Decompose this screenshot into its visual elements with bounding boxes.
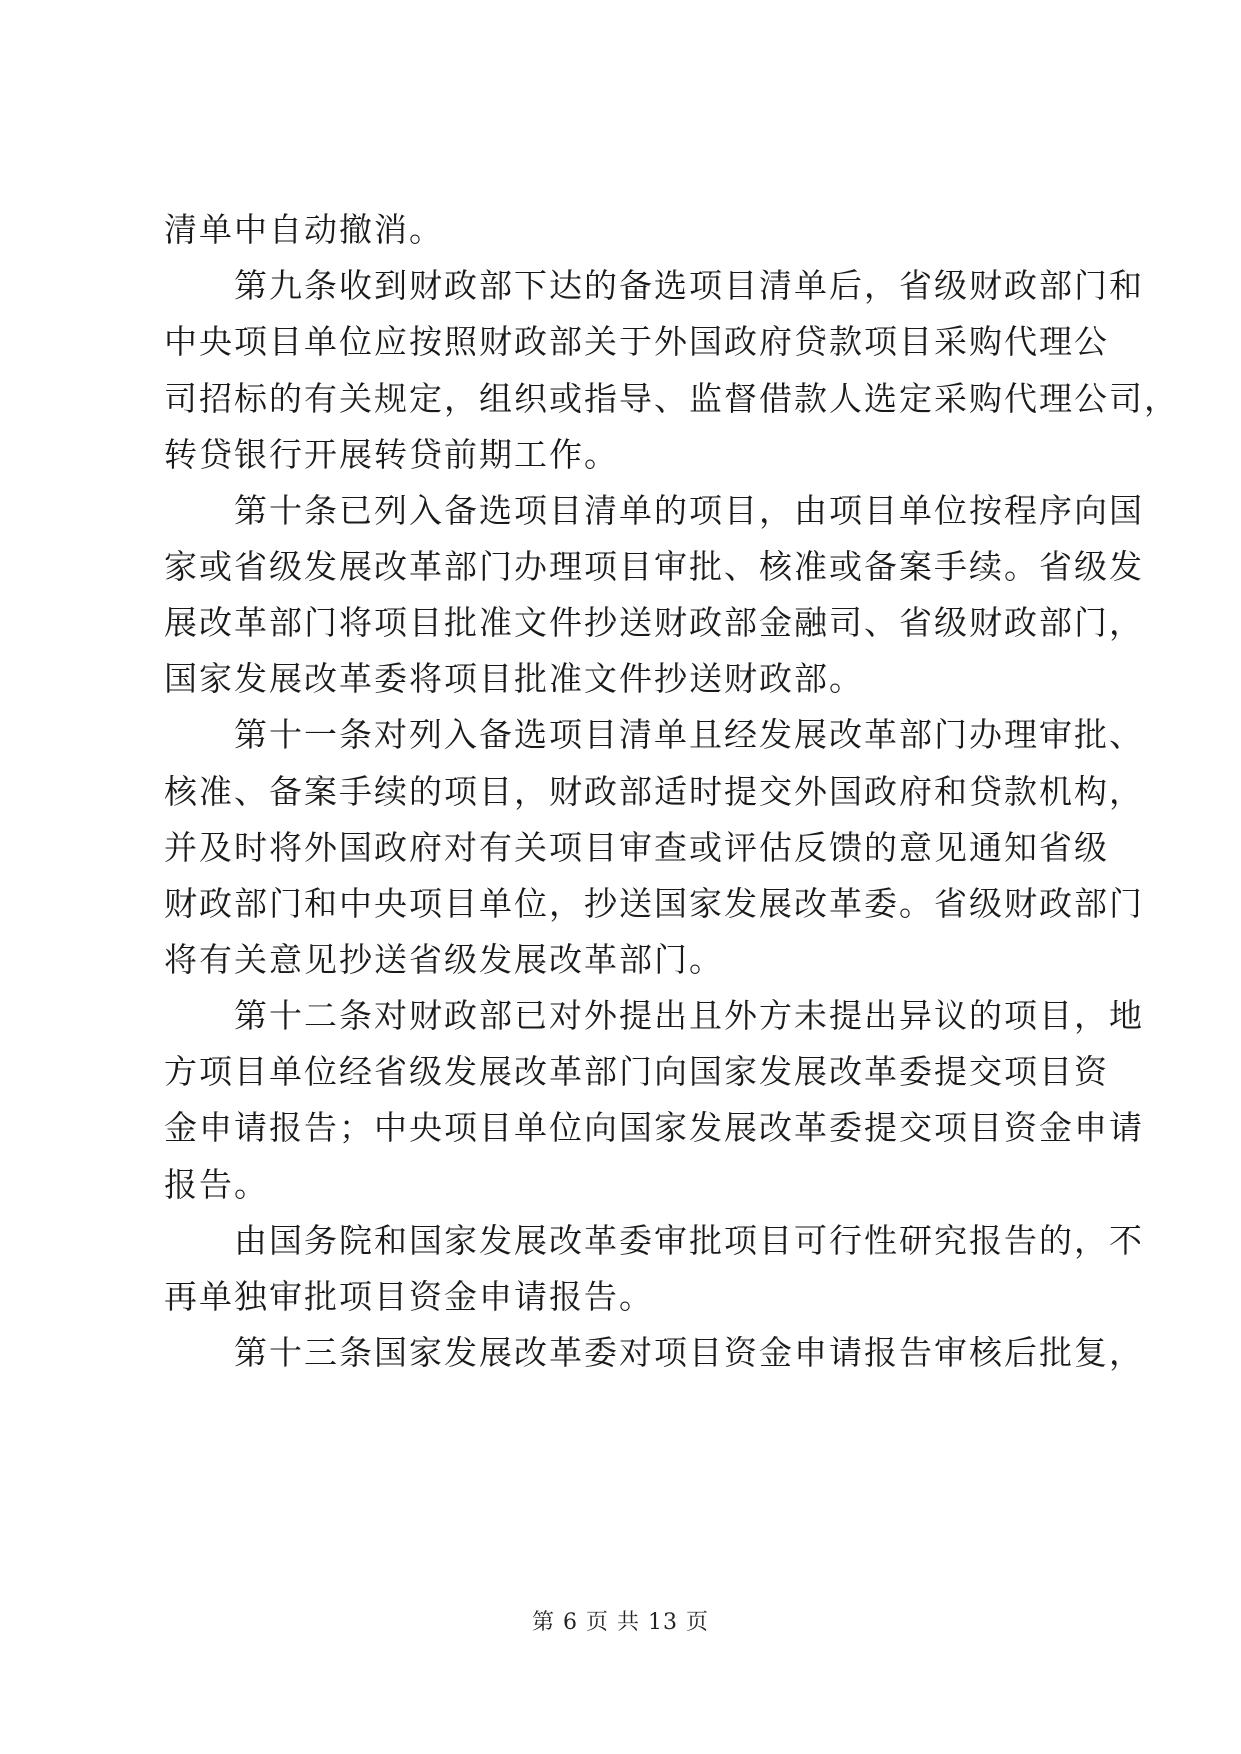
- body-line: 第十一条对列入备选项目清单且经发展改革部门办理审批、: [164, 715, 1144, 754]
- body-line: 并及时将外国政府对有关项目审查或评估反馈的意见通知省级: [164, 828, 1109, 867]
- body-line: 报告。: [164, 1165, 269, 1204]
- body-line: 再单独审批项目资金申请报告。: [164, 1277, 654, 1316]
- body-line: 方项目单位经省级发展改革部门向国家发展改革委提交项目资: [164, 1052, 1109, 1091]
- body-line: 中央项目单位应按照财政部关于外国政府贷款项目采购代理公: [164, 322, 1109, 361]
- body-line: 清单中自动撤消。: [164, 210, 444, 249]
- body-line: 将有关意见抄送省级发展改革部门。: [164, 940, 724, 979]
- body-line: 第十三条国家发展改革委对项目资金申请报告审核后批复，: [164, 1333, 1144, 1372]
- body-line: 第十二条对财政部已对外提出且外方未提出异议的项目，地: [164, 996, 1144, 1035]
- body-line: 第九条收到财政部下达的备选项目清单后，省级财政部门和: [164, 266, 1144, 305]
- body-line: 司招标的有关规定，组织或指导、监督借款人选定采购代理公司，: [164, 379, 1179, 418]
- body-line: 转贷银行开展转贷前期工作。: [164, 435, 619, 474]
- page-number-footer: 第 6 页 共 13 页: [532, 1610, 709, 1635]
- body-line: 财政部门和中央项目单位，抄送国家发展改革委。省级财政部门: [164, 884, 1144, 923]
- body-line: 由国务院和国家发展改革委审批项目可行性研究报告的，不: [164, 1221, 1144, 1260]
- body-line: 金申请报告；中央项目单位向国家发展改革委提交项目资金申请: [164, 1108, 1144, 1147]
- body-line: 国家发展改革委将项目批准文件抄送财政部。: [164, 659, 864, 698]
- body-line: 家或省级发展改革部门办理项目审批、核准或备案手续。省级发: [164, 547, 1144, 586]
- body-line: 展改革部门将项目批准文件抄送财政部金融司、省级财政部门，: [164, 603, 1144, 642]
- body-line: 第十条已列入备选项目清单的项目，由项目单位按程序向国: [164, 491, 1144, 530]
- body-line: 核准、备案手续的项目，财政部适时提交外国政府和贷款机构，: [164, 772, 1144, 811]
